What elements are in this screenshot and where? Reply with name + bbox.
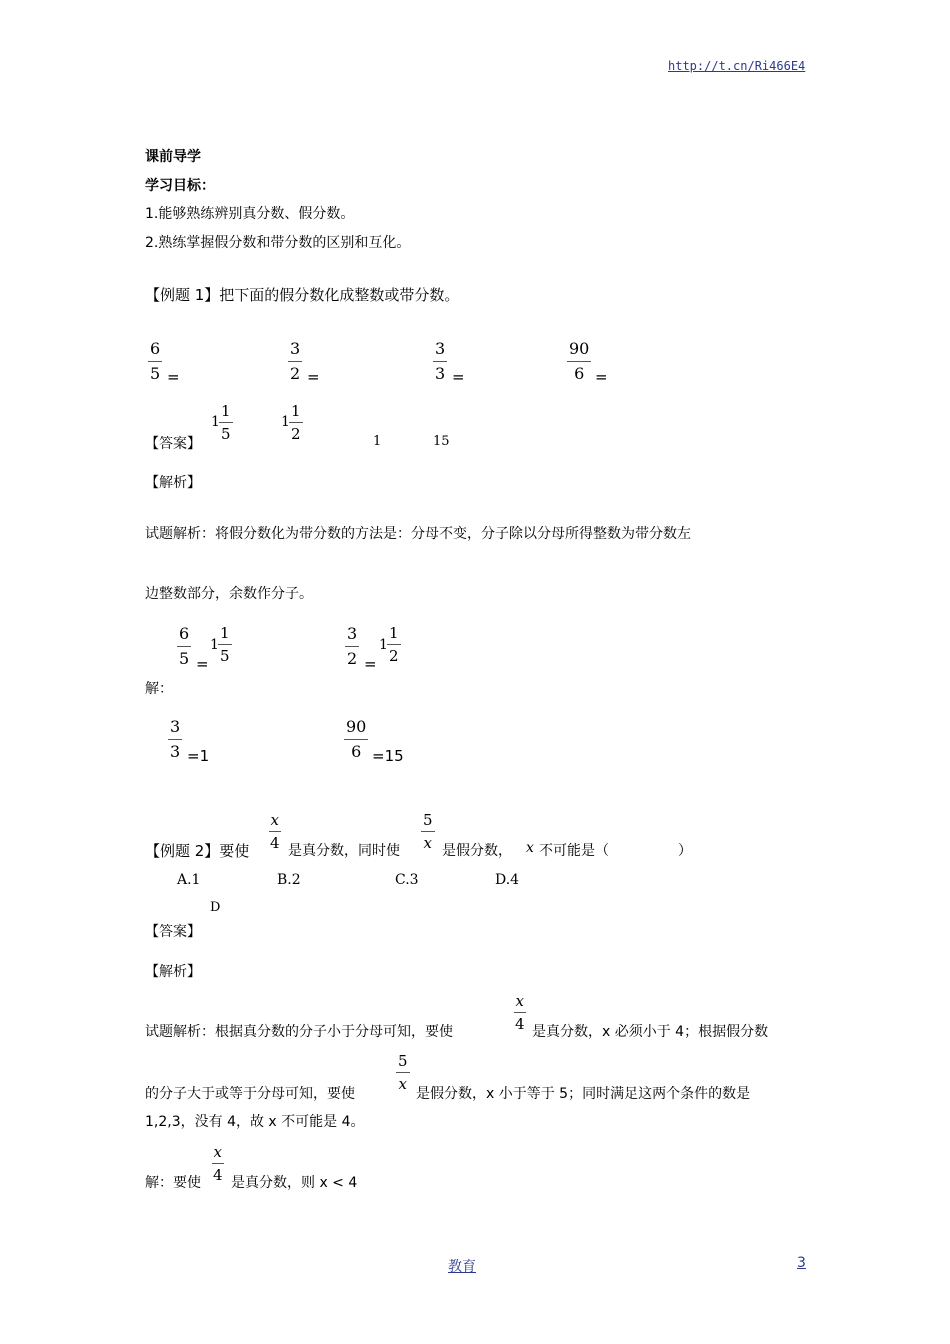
numerator: 5 [396, 1052, 410, 1073]
denominator: 6 [574, 364, 585, 383]
ex1-solution-label: 解： [145, 681, 173, 697]
example2-title-close-paren: ） [678, 843, 692, 859]
denominator: 5 [220, 647, 230, 665]
ex2-analysis-fraction-1 [513, 992, 527, 1033]
denominator: 3 [170, 742, 181, 761]
ex2-analysis-label: 【解析】 [145, 964, 201, 980]
numerator: 1 [219, 402, 233, 423]
ex1-question-eq-1: = [167, 368, 180, 386]
ex1-solution-result-3: =1 [187, 747, 210, 765]
denominator: 2 [347, 649, 358, 668]
denominator: 4 [270, 834, 280, 852]
denominator: 2 [290, 364, 301, 383]
example2-title-middle: 是真分数，同时使 [288, 843, 400, 859]
ex1-answer-fraction-1 [219, 402, 233, 443]
ex1-solution-result-fraction-1 [218, 624, 232, 665]
numerator: 3 [168, 717, 182, 740]
numerator: 6 [148, 339, 162, 362]
ex1-answer-whole-1: 1 [211, 414, 220, 430]
ex2-option-b: B.2 [277, 872, 301, 888]
ex2-option-d: D.4 [495, 872, 520, 888]
ex2-solution-start: 解：要使 [145, 1175, 201, 1191]
denominator: x [423, 834, 432, 852]
ex2-title-fraction-2 [421, 811, 435, 852]
ex2-option-a: A.1 [177, 872, 201, 888]
ex2-solution-end: 是真分数，则 x < 4 [231, 1175, 358, 1191]
ex2-analysis-line-2-start: 的分子大于或等于分母可知，要使 [145, 1086, 355, 1102]
denominator: 5 [179, 649, 190, 668]
numerator: 1 [289, 402, 303, 423]
ex1-question-fraction-1 [148, 339, 162, 384]
ex1-solution-fraction-4 [344, 717, 368, 762]
ex1-solution-result-4: =15 [372, 747, 404, 765]
ex2-analysis-line-2-end: 是假分数，x 小于等于 5；同时满足这两个条件的数是 [416, 1086, 751, 1102]
example2-title-start: 【例题 2】要使 [145, 842, 250, 860]
goal-item-1: 1.能够熟练辨别真分数、假分数。 [145, 206, 355, 222]
ex1-analysis-line-2: 边整数部分，余数作分子。 [145, 586, 313, 602]
ex1-answer-4: 15 [433, 434, 450, 449]
denominator: 4 [515, 1015, 525, 1033]
section-title: 课前导学 [145, 149, 201, 165]
example2-title-variable: x [526, 840, 534, 856]
ex1-solution-result-fraction-2 [387, 624, 401, 665]
numerator: x [212, 1143, 224, 1164]
numerator: x [514, 992, 526, 1013]
page-number: 3 [797, 1255, 806, 1271]
denominator: 4 [213, 1166, 223, 1184]
ex1-solution-fraction-2 [345, 624, 359, 669]
ex1-question-fraction-3 [433, 339, 447, 384]
numerator: 3 [288, 339, 302, 362]
ex2-analysis-line-1-start: 试题解析：根据真分数的分子小于分母可知，要使 [145, 1024, 453, 1040]
denominator: 6 [351, 742, 362, 761]
ex1-solution-eq-2: = [364, 655, 377, 673]
ex1-question-eq-3: = [452, 368, 465, 386]
numerator: 5 [421, 811, 435, 832]
ex2-analysis-line-1-end: 是真分数，x 必须小于 4；根据假分数 [532, 1024, 769, 1040]
ex1-solution-fraction-3 [168, 717, 182, 762]
ex2-option-c: C.3 [395, 872, 419, 888]
ex1-solution-whole-2: 1 [379, 637, 388, 653]
numerator: 3 [345, 624, 359, 647]
ex1-analysis-line-1: 试题解析：将假分数化为带分数的方法是：分母不变，分子除以分母所得整数为带分数左 [145, 526, 691, 542]
header-link[interactable]: http://t.cn/Ri466E4 [668, 59, 806, 73]
ex2-answer-value: D [210, 900, 221, 915]
ex1-answer-fraction-2 [289, 402, 303, 443]
denominator: 5 [150, 364, 161, 383]
denominator: 3 [435, 364, 446, 383]
example2-title-tail: 不可能是（ [539, 843, 609, 859]
ex2-solution-fraction [211, 1143, 225, 1184]
numerator: 90 [344, 717, 368, 740]
ex2-title-fraction-1 [268, 811, 282, 852]
ex1-analysis-label: 【解析】 [145, 475, 201, 491]
ex1-question-eq-2: = [307, 368, 320, 386]
numerator: 1 [218, 624, 232, 645]
footer-link[interactable]: 教育 [448, 1259, 476, 1275]
example2-title-rest: 是假分数， [442, 843, 512, 859]
ex1-answer-3: 1 [373, 434, 382, 449]
ex2-analysis-line-3: 1,2,3，没有 4，故 x 不可能是 4。 [145, 1114, 365, 1130]
ex1-answer-label: 【答案】 [145, 436, 201, 452]
ex2-analysis-fraction-2 [396, 1052, 410, 1093]
numerator: x [269, 811, 281, 832]
numerator: 90 [567, 339, 591, 362]
example1-title: 【例题 1】把下面的假分数化成整数或带分数。 [145, 286, 460, 304]
ex1-solution-fraction-1 [177, 624, 191, 669]
numerator: 6 [177, 624, 191, 647]
ex1-answer-whole-2: 1 [281, 414, 290, 430]
denominator: 2 [291, 425, 301, 443]
denominator: 5 [221, 425, 231, 443]
ex1-question-eq-4: = [595, 368, 608, 386]
denominator: x [398, 1075, 407, 1093]
denominator: 2 [389, 647, 399, 665]
ex1-solution-whole-1: 1 [210, 637, 219, 653]
ex1-question-fraction-2 [288, 339, 302, 384]
goal-item-2: 2.熟练掌握假分数和带分数的区别和互化。 [145, 235, 411, 251]
goals-heading: 学习目标： [145, 178, 215, 194]
ex1-question-fraction-4 [567, 339, 591, 384]
ex2-answer-label: 【答案】 [145, 924, 201, 940]
numerator: 1 [387, 624, 401, 645]
numerator: 3 [433, 339, 447, 362]
ex1-solution-eq-1: = [196, 655, 209, 673]
